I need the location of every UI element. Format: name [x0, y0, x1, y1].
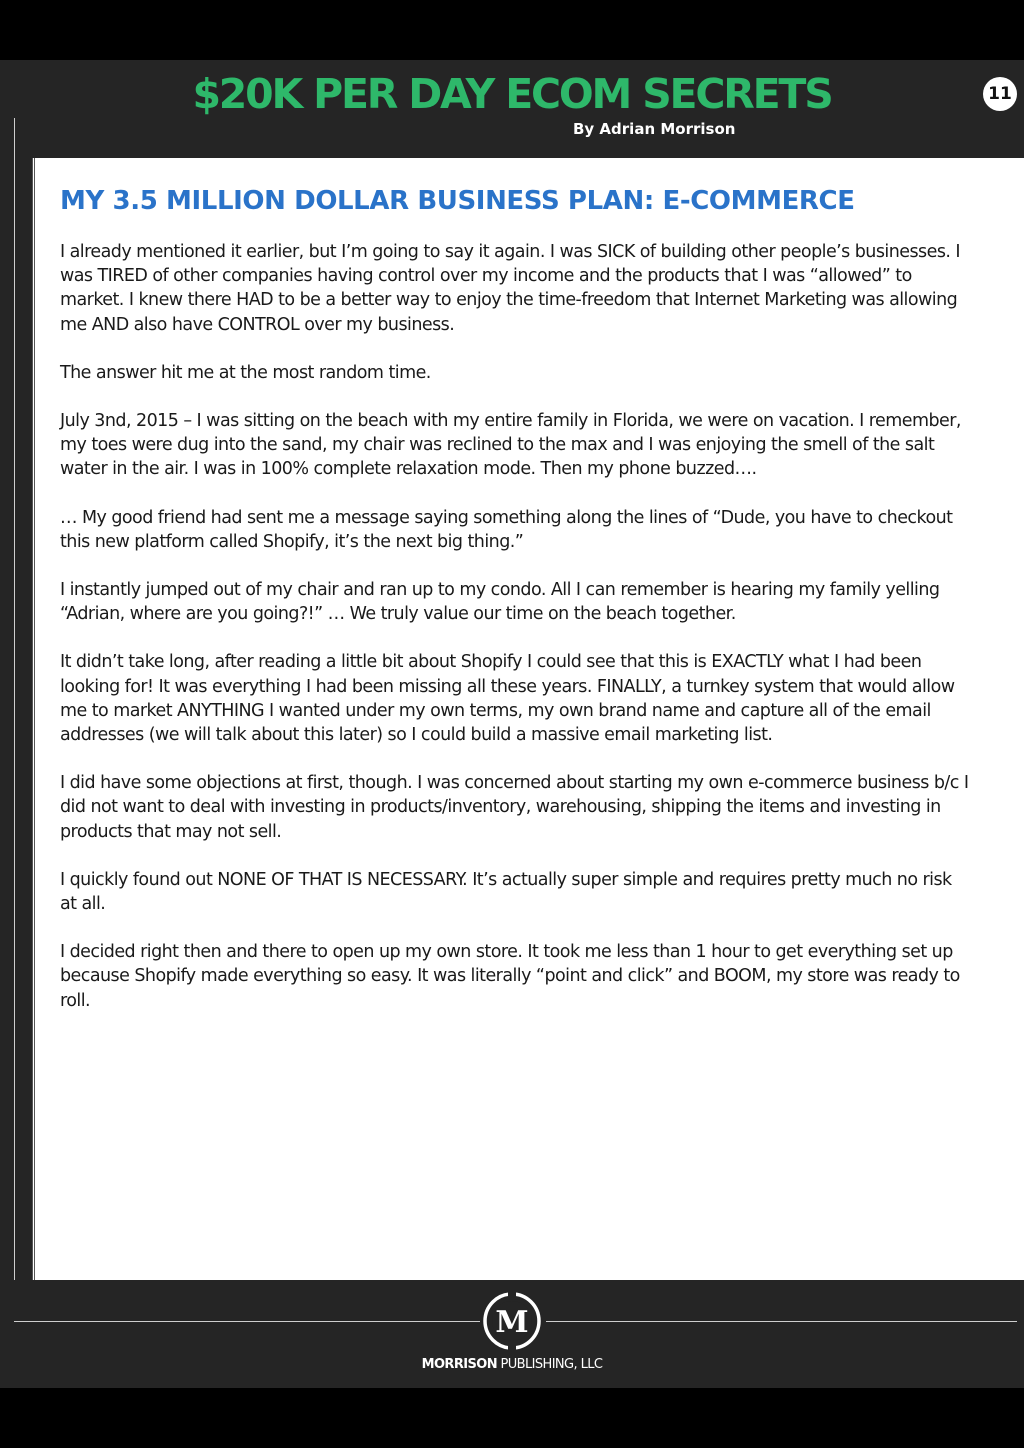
frame-divider-vertical: [14, 118, 15, 1322]
paragraph-4: … My good friend had sent me a message saying something along the lines of “Dude, you have to checkout this new platform called Shopify, it’s the next big thing.”: [60, 507, 953, 552]
footer-rule-left: [14, 1321, 480, 1322]
page-number-badge: 11: [983, 77, 1017, 111]
logo-letter: M: [495, 1305, 529, 1340]
paragraph-2: The answer hit me at the most random time.: [60, 362, 431, 383]
publisher-name: [0, 1355, 1024, 1375]
paragraph-9: I decided right then and there to open up my own store. It took me less than 1 hour to get everything set up because Shopify made everything so easy. It was literally “point and click” and BOOM, my store was ready to roll.: [60, 942, 960, 1011]
paragraph-7: I did have some objections at first, though. I was concerned about starting my own e-commerce business b/c I did not want to deal with investing in products/inventory, warehousing, shipping the items and investing in products that may not sell.: [60, 773, 969, 842]
paragraph-3: July 3nd, 2015 – I was sitting on the beach with my entire family in Florida, we were on vacation. I remember, my toes were dug into the sand, my chair was reclined to the max and I was enjoying the smell of the salt water in the air. I was in 100% complete relaxation mode. Then my phone buzzed….: [60, 411, 961, 480]
morrison-m-logo-icon: [482, 1291, 542, 1351]
footer-rule-right: [546, 1321, 1017, 1322]
bottom-black-band: [0, 1388, 1024, 1448]
paragraph-6: It didn’t take long, after reading a little bit about Shopify I could see that this is EXACTLY what I had been looking for! It was everything I had been missing all these years. FINALLY, a turnkey system that would allow me to market ANYTHING I wanted under my own terms, my own brand name and capture all of the email addresses (we will talk about this later) so I could build a massive email marketing list.: [60, 652, 955, 746]
paragraph-8: I quickly found out NONE OF THAT IS NECESSARY. It’s actually super simple and requires pretty much no risk at all.: [60, 869, 952, 915]
book-title: $20K PER DAY ECOM SECRETS: [192, 70, 832, 118]
top-black-band: [0, 0, 1024, 60]
publisher-name-bold: MORRISON: [421, 1357, 497, 1372]
article-content: [60, 180, 970, 1037]
left-frame: [0, 158, 32, 1280]
section-heading: MY 3.5 MILLION DOLLAR BUSINESS PLAN: E-COMMERCE: [60, 186, 855, 216]
publisher-name-rest: PUBLISHING, LLC: [496, 1357, 603, 1372]
paragraph-1: I already mentioned it earlier, but I’m going to say it again. I was SICK of building other people’s businesses. I was TIRED of other companies having control over my income and the products that I was “allowed” to market. I knew there HAD to be a better way to enjoy the time-freedom that Internet Marketing was allowing me AND also have CONTROL over my business.: [60, 242, 961, 335]
paragraph-5: I instantly jumped out of my chair and ran up to my condo. All I can remember is hearing my family yelling “Adrian, where are you going?!” … We truly value our time on the beach together.: [60, 580, 940, 625]
author-byline: By Adrian Morrison: [573, 120, 736, 138]
